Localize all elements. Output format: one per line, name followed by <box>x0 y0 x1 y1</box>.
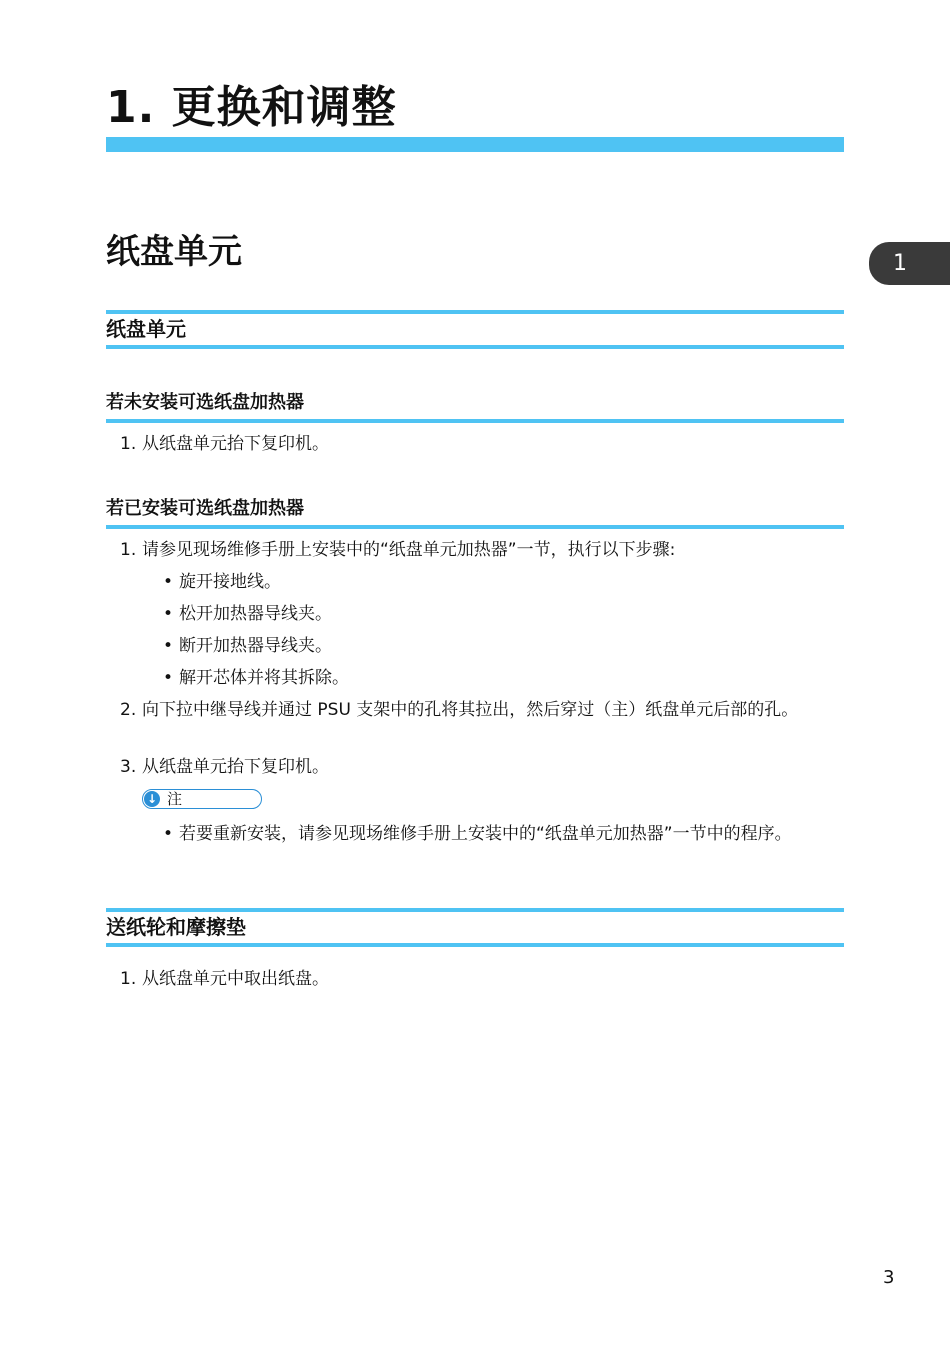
sub-step-text: 松开加热器导线夹。 <box>179 604 332 624</box>
chapter-title-bar <box>106 137 844 152</box>
step-text: 从纸盘单元抬下复印机。 <box>142 434 329 454</box>
step-text: 从纸盘单元抬下复印机。 <box>142 757 329 777</box>
list-item <box>120 537 820 563</box>
list-item <box>120 754 820 780</box>
subsection-rule-top <box>106 310 844 314</box>
list-item <box>120 966 820 992</box>
bullet-marker: • <box>163 824 174 844</box>
case-heading-rule <box>106 525 844 529</box>
subsection-rule-bottom <box>106 943 844 947</box>
step-number: 1. <box>120 540 137 560</box>
note-list-item <box>163 821 833 847</box>
bullet-marker: • <box>163 636 174 656</box>
step-number: 1. <box>120 434 137 454</box>
bullet-marker: • <box>163 572 174 592</box>
subsection-rule-bottom <box>106 345 844 349</box>
info-down-arrow-icon: ↓ <box>144 791 160 807</box>
sub-list-item <box>163 633 833 659</box>
sub-list-item <box>163 665 833 691</box>
section-title: 纸盘单元 <box>106 232 242 272</box>
bullet-marker: • <box>163 604 174 624</box>
subsection-rule-top <box>106 908 844 912</box>
chapter-title: 1. 更换和调整 <box>106 82 397 133</box>
page-number: 3 <box>883 1267 895 1288</box>
case-heading-with-heater: 若已安装可选纸盘加热器 <box>106 498 304 519</box>
step-text: 向下拉中继导线并通过 PSU 支架中的孔将其拉出，然后穿过（主）纸盘单元后部的孔。 <box>142 700 799 720</box>
step-number: 1. <box>120 969 137 989</box>
list-item <box>120 697 820 723</box>
subsection-title: 纸盘单元 <box>106 317 186 341</box>
note-label-box <box>142 789 262 809</box>
list-item <box>120 431 820 457</box>
sub-list-item <box>163 569 833 595</box>
note-text: 若要重新安装，请参见现场维修手册上安装中的“纸盘单元加热器”一节中的程序。 <box>179 824 792 844</box>
note-label: 注 <box>167 790 183 808</box>
bullet-marker: • <box>163 668 174 688</box>
step-number: 3. <box>120 757 137 777</box>
step-text: 从纸盘单元中取出纸盘。 <box>142 969 329 989</box>
subsection-title: 送纸轮和摩擦垫 <box>106 915 246 939</box>
step-text: 请参见现场维修手册上安装中的“纸盘单元加热器”一节，执行以下步骤: <box>142 540 676 560</box>
sub-step-text: 旋开接地线。 <box>179 572 281 592</box>
case-heading-rule <box>106 419 844 423</box>
sub-step-text: 解开芯体并将其拆除。 <box>179 668 349 688</box>
case-heading-without-heater: 若未安装可选纸盘加热器 <box>106 392 304 413</box>
sub-step-text: 断开加热器导线夹。 <box>179 636 332 656</box>
chapter-tab[interactable]: 1 <box>869 242 950 285</box>
sub-list-item <box>163 601 833 627</box>
step-number: 2. <box>120 700 137 720</box>
